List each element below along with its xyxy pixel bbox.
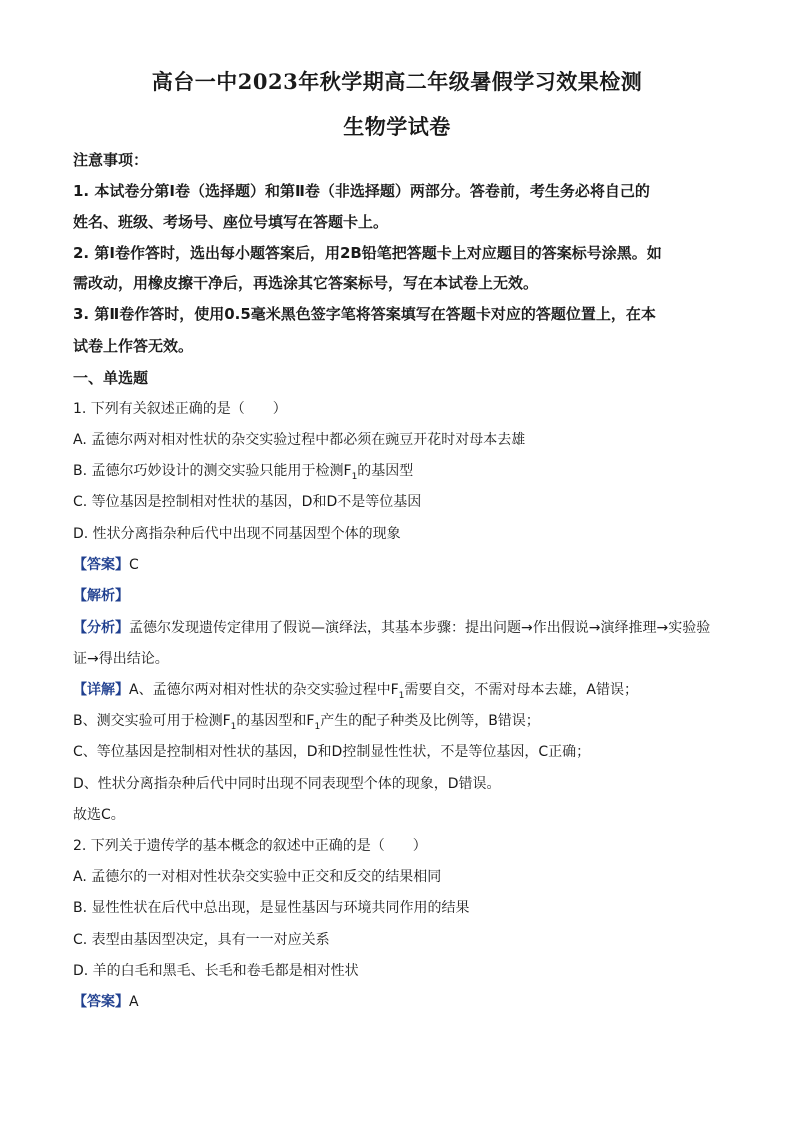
q1-jiexi-label: 【解析】 bbox=[73, 588, 129, 604]
q1-option-c: C. 等位基因是控制相对性状的基因，D和D不是等位基因 bbox=[73, 494, 422, 510]
q1-detail-c: C、等位基因是控制相对性状的基因，D和D控制显性性状，不是等位基因，C正确； bbox=[73, 744, 591, 760]
q1-detail-a: 【详解】A、孟德尔两对相对性状的杂交实验过程中$F_1$需要自交，不需对母本去雄，A错误； bbox=[73, 682, 638, 701]
exam-subtitle: 生物学试卷 bbox=[343, 114, 451, 139]
q1-option-d: D. 性状分离指杂种后代中出现不同基因型个体的现象 bbox=[73, 526, 401, 542]
q1-conclusion: 故选C。 bbox=[73, 807, 125, 823]
exam-title: 高台一中2023年秋学期高二年级暑假学习效果检测 bbox=[151, 69, 643, 94]
q1-detail-b: B、测交实验可用于检测$F_1$的基因型和$F_1$产生的配子种类及比例等，B错误； bbox=[73, 713, 540, 732]
notice-item-3-line-2: 试卷上作答无效。 bbox=[73, 337, 194, 355]
q2-stem: 2. 下列关于遗传学的基本概念的叙述中正确的是（ ） bbox=[73, 838, 427, 854]
q2-option-a: A. 孟德尔的一对相对性状杂交实验中正交和反交的结果相同 bbox=[73, 869, 442, 885]
notice-item-3-line-1: 3. 第Ⅱ卷作答时，使用0.5毫米黑色签字笔将答案填写在答题卡对应的答题位置上，在本 bbox=[73, 305, 656, 323]
q1-option-b: B. 孟德尔巧妙设计的测交实验只能用于检测$F_1$的基因型 bbox=[73, 463, 414, 482]
q2-answer: 【答案】A bbox=[73, 994, 139, 1010]
q1-analysis-line-1: 【分析】孟德尔发现遗传定律用了假说—演绎法，其基本步骤：提出问题→作出假说→演绎推理→实验验 bbox=[73, 620, 711, 636]
q2-option-b: B. 显性性状在后代中总出现，是显性基因与环境共同作用的结果 bbox=[73, 900, 470, 916]
notice-heading: 注意事项： bbox=[73, 151, 149, 169]
q1-option-a: A. 孟德尔两对相对性状的杂交实验过程中都必须在豌豆开花时对母本去雄 bbox=[73, 432, 526, 448]
notice-item-1-line-2: 姓名、班级、考场号、座位号填写在答题卡上。 bbox=[73, 213, 389, 231]
q2-option-d: D. 羊的白毛和黑毛、长毛和卷毛都是相对性状 bbox=[73, 963, 359, 979]
notice-item-1-line-1: 1. 本试卷分第Ⅰ卷（选择题）和第Ⅱ卷（非选择题）两部分。答卷前，考生务必将自己的 bbox=[73, 182, 650, 200]
q1-stem: 1. 下列有关叙述正确的是（ ） bbox=[73, 401, 287, 417]
q1-answer: 【答案】C bbox=[73, 557, 139, 573]
notice-item-2-line-2: 需改动，用橡皮擦干净后，再选涂其它答案标号，写在本试卷上无效。 bbox=[73, 274, 539, 292]
section-heading: 一、单选题 bbox=[73, 369, 149, 387]
notice-item-2-line-1: 2. 第Ⅰ卷作答时，选出每小题答案后，用2B铅笔把答题卡上对应题目的答案标号涂黑。如 bbox=[73, 244, 662, 262]
q1-detail-d: D、性状分离指杂种后代中同时出现不同表现型个体的现象，D错误。 bbox=[73, 776, 501, 792]
q1-analysis-line-2: 证→得出结论。 bbox=[73, 651, 169, 667]
q2-option-c: C. 表型由基因型决定，具有一一对应关系 bbox=[73, 932, 330, 948]
